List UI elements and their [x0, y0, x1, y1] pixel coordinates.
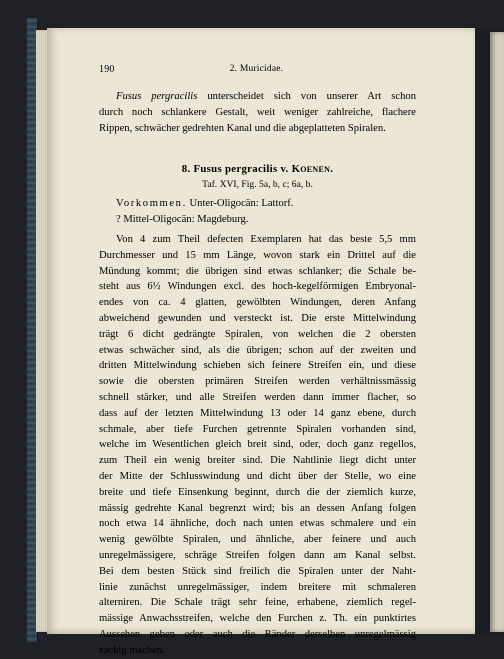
body-line: noch etwa 14 ähnliche, doch nach unten etwas schmalere und ein	[99, 518, 416, 530]
body-line: Von 4 zum Theil defecten Exemplaren hat das beste 5,5 mm	[116, 234, 416, 245]
body-line: schmale, aber tiefe Furchen getrennte Spiralen vorhanden sind,	[99, 423, 416, 435]
body-line: etwas schwächer sind, als die übrigen; schon auf der zweiten und	[99, 344, 416, 356]
body-line: dritten Mittelwindung schieben sich feinere Streifen ein, und diese	[99, 360, 416, 372]
occurrence-line	[116, 196, 293, 212]
running-title: 2. Muricidae.	[229, 64, 284, 74]
body-line: trägt 6 dicht gedrängte Spiralen, von welchen die 2 obersten	[99, 328, 416, 340]
section-author: Koenen.	[291, 163, 334, 175]
body-line: dass auf der letzten Mittelwindung 13 oder 14 ganz ebene, durch	[99, 407, 416, 419]
plate-reference: Taf. XVI, Fig. 5a, b, c; 6a, b.	[202, 179, 313, 190]
running-head	[99, 64, 414, 78]
body-line: mässig gedrehte Kanal begrenzt wird; bis an dessen Anfang folgen	[99, 502, 416, 514]
body-line: wenig gewölbte Spiralen, und ähnliche, aber feinere und auch	[99, 534, 416, 546]
body-line: linie zunächst unregelmässiger, indem breitere mit schmaleren	[99, 581, 416, 593]
body-line: zum Theil ein wenig breiter sind. Die Nahtlinie liegt dicht unter	[99, 455, 416, 467]
body-line: alterniren. Die Schale trägt sehr feine, erhabene, ziemlich regel-	[99, 597, 416, 609]
body-line: Aussehen geben oder auch die Ränder derselben unregelmässig	[99, 628, 416, 640]
intro-line: durch noch schlankere Gestalt, weit weniger zahlreiche, flachere	[99, 106, 416, 118]
occurrence-label: Vorkommen.	[116, 198, 187, 209]
occurrence-value: Unter-Oligocän: Lattorf.	[189, 198, 294, 209]
occurrence-line-2: ? Mittel-Oligocän: Magdeburg.	[116, 214, 249, 225]
body-line: welche im Wesentlichen gleich breit sind, oder, doch ganz regellos,	[99, 439, 416, 451]
section-title: 8. Fusus pergracilis v.	[181, 163, 289, 175]
intro-line: Fusus pergracilis unterscheidet sich von unserer Art schon	[116, 91, 416, 102]
body-line: sowie die obersten primären Streifen werden verhältnissmässig	[99, 376, 416, 388]
body-line: unregelmässigere, schräge Streifen folgen dann am Kanal selbst.	[99, 549, 416, 561]
species-reference: Fusus pergracilis	[116, 91, 198, 102]
intro-line: Rippen, schwächer gedrehten Kanal und die abgeplatteten Spiralen.	[99, 122, 386, 134]
body-line: breite und tiefe Einsenkung beginnt, durch die der ziemlich kurze,	[99, 486, 416, 498]
body-line: Durchmesser und 15 mm Länge, wovon stark ein Drittel auf die	[99, 249, 416, 261]
section-heading	[99, 163, 416, 175]
body-line: schnell stärker, und alle Streifen werden dann immer flacher, so	[99, 391, 416, 403]
body-line: zackig machen.	[99, 644, 165, 656]
page-number: 190	[99, 64, 115, 75]
facing-page-edge	[490, 32, 504, 632]
body-line: abweichend gewunden und versteckt ist. Die erste Mittelwindung	[99, 312, 416, 324]
body-line: endes von ca. 4 glatten, gewölbten Windungen, deren Anfang	[99, 297, 416, 309]
body-line: Bei dem besten Stück sind freilich die Spiralen unter der Naht-	[99, 565, 416, 577]
description-paragraph	[99, 232, 416, 659]
body-line: mässige Anwachsstreifen, welche den Furchen z. Th. ein punktirtes	[99, 613, 416, 625]
intro-paragraph	[99, 89, 416, 136]
body-line: der Mitte der Schlusswindung und dicht über der Stelle, wo eine	[99, 470, 416, 482]
body-line: steht aus 6½ Windungen excl. des hoch-kegelförmigen Embryonal-	[99, 281, 416, 293]
body-line: Mündung kommt; die übrigen sind etwas schlanker; die Schale be-	[99, 265, 416, 277]
